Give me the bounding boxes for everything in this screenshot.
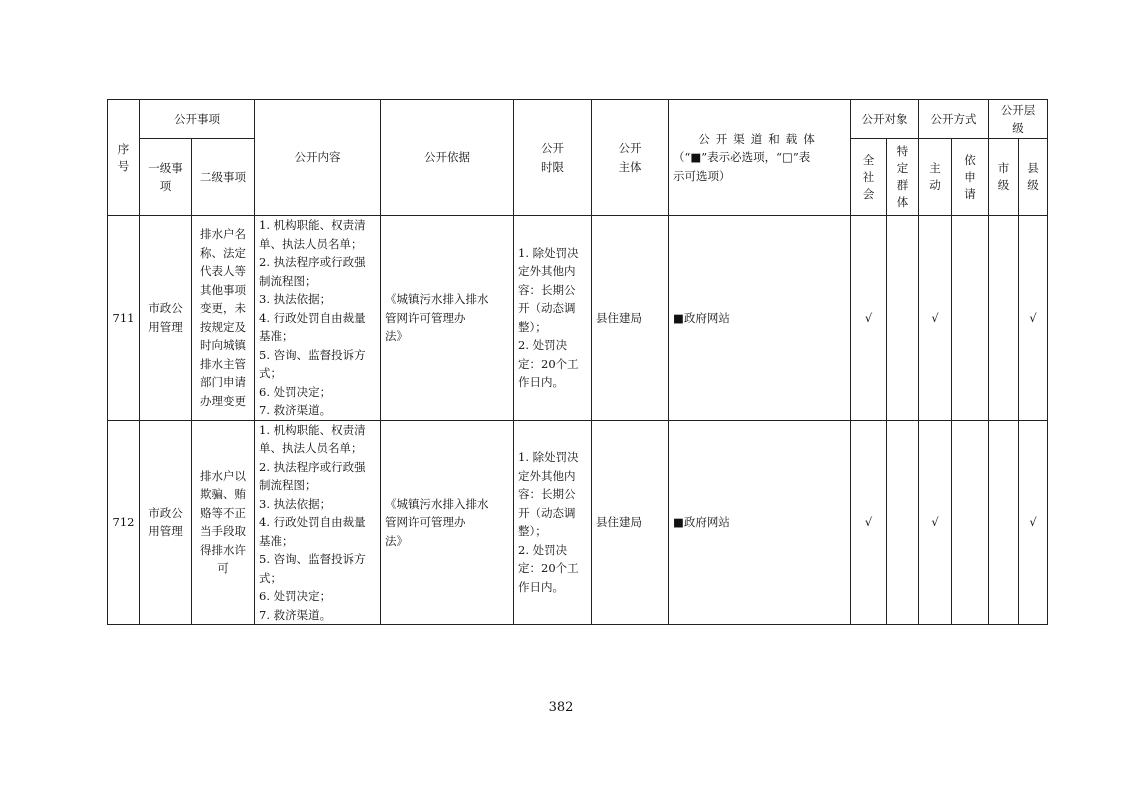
header-matters: 公开事项	[140, 100, 255, 139]
header-basis: 公开依据	[381, 100, 514, 216]
header-row-1	[108, 100, 1048, 139]
header-subject: 公开 主体	[592, 100, 669, 216]
page-number: 382	[548, 700, 574, 715]
header-level-city: 市 级	[989, 139, 1019, 216]
header-target-all: 全 社 会	[851, 139, 887, 216]
row-channel: ■政府网站	[669, 216, 851, 421]
header-level2: 二级事项	[192, 139, 255, 216]
row-content: 1. 机构职能、权责清 单、执法人员名单； 2. 执法程序或行政强 制流程图； 3. 执法依据； 4. 行政处罚自由裁量 基准； 5. 咨询、监督投诉方 式； 6. 处罚决定； 7. 救济渠道。	[255, 420, 381, 625]
row-method-request	[952, 216, 989, 421]
row-channel: ■政府网站	[669, 420, 851, 625]
row-basis: 《城镇污水排入排水 管网许可管理办 法》	[381, 420, 514, 625]
row-level-county: √	[1019, 420, 1048, 625]
row-seq: 711	[108, 216, 140, 421]
row-method-active: √	[919, 216, 952, 421]
row-basis: 《城镇污水排入排水 管网许可管理办 法》	[381, 216, 514, 421]
header-method-request: 依 申 请	[952, 139, 989, 216]
header-level1: 一级事 项	[140, 139, 192, 216]
row-level-city	[989, 420, 1019, 625]
row-level2: 排水户名 称、法定 代表人等 其他事项 变更，未 按规定及 时向城镇 排水主管 部门申请 办理变更	[192, 216, 255, 421]
row-level-city	[989, 216, 1019, 421]
header-time-limit: 公开 时限	[514, 100, 592, 216]
row-target-specific	[887, 216, 919, 421]
row-time-limit: 1. 除处罚决 定外其他内 容：长期公 开（动态调 整）； 2. 处罚决 定：20个工 作日内。	[514, 216, 592, 421]
header-channel-title: 公开渠道和载体	[698, 131, 821, 146]
table-row	[108, 420, 1048, 625]
header-content: 公开内容	[255, 100, 381, 216]
row-method-active: √	[919, 420, 952, 625]
header-seq: 序 号	[108, 100, 140, 216]
table-row	[108, 216, 1048, 421]
row-target-all: √	[851, 216, 887, 421]
header-target: 公开对象	[851, 100, 919, 139]
disclosure-table	[107, 99, 1048, 625]
row-level2: 排水户以 欺骗、贿 赂等不正 当手段取 得排水许 可	[192, 420, 255, 625]
header-target-specific: 特 定 群 体	[887, 139, 919, 216]
header-channel-note: （“■”表示必选项，“□”表 示可选项）	[673, 150, 811, 183]
row-level1: 市政公 用管理	[140, 420, 192, 625]
row-content: 1. 机构职能、权责清 单、执法人员名单； 2. 执法程序或行政强 制流程图； 3. 执法依据； 4. 行政处罚自由裁量 基准； 5. 咨询、监督投诉方 式； 6. 处罚决定； 7. 救济渠道。	[255, 216, 381, 421]
row-subject: 县住建局	[592, 420, 669, 625]
row-subject: 县住建局	[592, 216, 669, 421]
row-level1: 市政公 用管理	[140, 216, 192, 421]
row-target-specific	[887, 420, 919, 625]
row-level-county: √	[1019, 216, 1048, 421]
header-channel	[669, 100, 851, 216]
header-level-county: 县 级	[1019, 139, 1048, 216]
header-method: 公开方式	[919, 100, 989, 139]
header-level: 公开层 级	[989, 100, 1048, 139]
row-time-limit: 1. 除处罚决 定外其他内 容：长期公 开（动态调 整）； 2. 处罚决 定：20个工 作日内。	[514, 420, 592, 625]
header-method-active: 主 动	[919, 139, 952, 216]
row-method-request	[952, 420, 989, 625]
row-seq: 712	[108, 420, 140, 625]
row-target-all: √	[851, 420, 887, 625]
